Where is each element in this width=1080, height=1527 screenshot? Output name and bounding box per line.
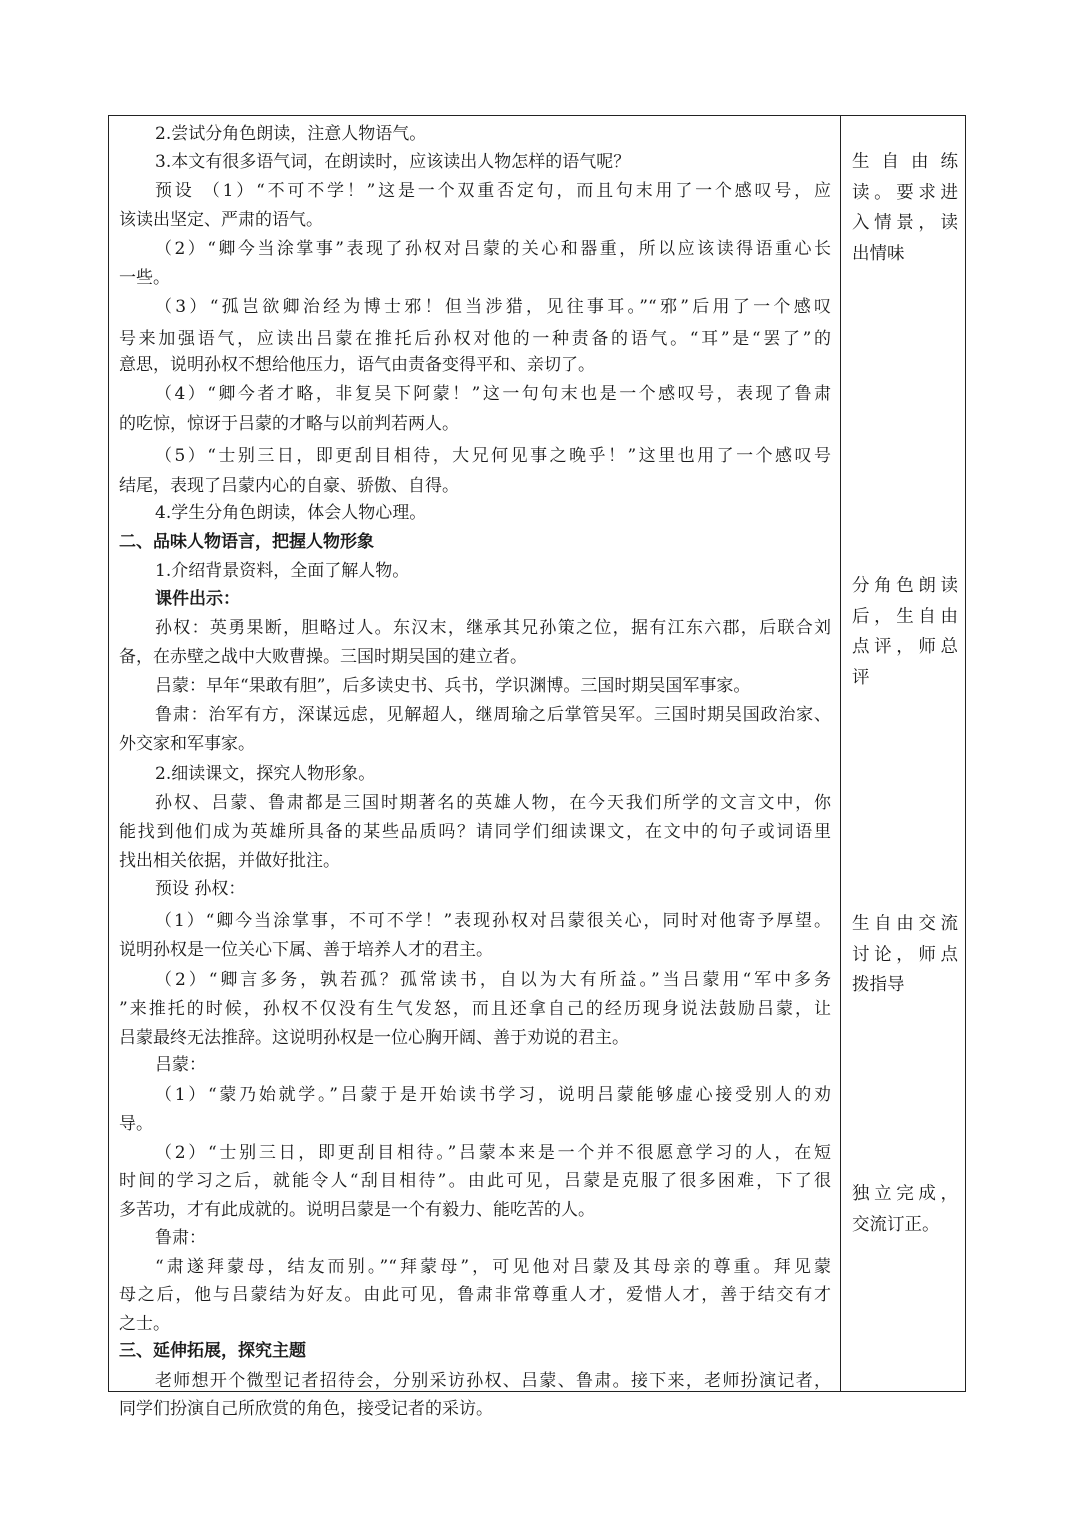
text-line: （2）“士别三日，即更刮目相待。”吕蒙本来是一个并不很愿意学习的人，在短 [155,1143,831,1163]
activity-note-line: 独立完成， [852,1184,958,1204]
activity-note-line: 交流订正。 [852,1214,940,1235]
section-heading: 二、品味人物语言，把握人物形象 [119,532,374,552]
text-line: 该读出坚定、严肃的语气。 [119,210,323,230]
text-line: “肃遂拜蒙母，结友而别。”“拜蒙母”，可见他对吕蒙及其母亲的尊重。拜见蒙 [155,1257,831,1277]
activity-note-line: 入情景，读 [852,213,958,233]
text-line: ”来推托的时候，孙权不仅没有生气发怒，而且还拿自己的经历现身说法鼓励吕蒙，让 [119,999,831,1019]
text-line: 吕蒙最终无法推辞。这说明孙权是一位心胸开阔、善于劝说的君主。 [119,1028,629,1048]
text-line: 时间的学习之后，就能令人“刮目相待”。由此可见，吕蒙是克服了很多困难，下了很 [119,1171,831,1191]
text-line: 母之后，他与吕蒙结为好友。由此可见，鲁肃非常尊重人才，爱惜人才，善于结交有才 [119,1285,831,1305]
text-line: 吕蒙： [155,1055,206,1075]
text-line: 孙权：英勇果断，胆略过人。东汉末，继承其兄孙策之位，据有江东六郡，后联合刘 [155,618,831,638]
activity-note-line: 生自由交流 [852,914,958,934]
text-line: 鲁肃： [155,1228,206,1248]
text-line: 导。 [119,1114,153,1134]
text-line: 意思，说明孙权不想给他压力，语气由责备变得平和、亲切了。 [119,355,595,375]
text-line: 找出相关依据，并做好批注。 [119,851,340,871]
text-line: 4.学生分角色朗读，体会人物心理。 [155,503,427,523]
text-line: 多苦功，才有此成就的。说明吕蒙是一个有毅力、能吃苦的人。 [119,1200,595,1220]
text-line: 吕蒙：早年“果敢有胆”，后多读史书、兵书，学识渊博。三国时期吴国军事家。 [155,676,751,696]
text-line: 孙权、吕蒙、鲁肃都是三国时期著名的英雄人物，在今天我们所学的文言文中，你 [155,793,831,813]
text-line: 备，在赤壁之战中大败曹操。三国时期吴国的建立者。 [119,647,527,667]
activity-note-line: 出情味 [852,243,905,264]
text-line: 一些。 [119,268,170,288]
section-heading: 课件出示： [155,589,240,609]
activity-note-line: 生自由练 [852,152,958,172]
text-line: （2）“卿今当涂掌事”表现了孙权对吕蒙的关心和器重，所以应该读得语重心长 [155,239,831,259]
lesson-plan-table [108,115,966,1419]
text-line: 预设 孙权： [155,879,246,899]
text-line: 老师想开个微型记者招待会，分别采访孙权、吕蒙、鲁肃。接下来，老师扮演记者， [155,1371,831,1391]
column-divider [840,116,841,1391]
text-line: （1）“蒙乃始就学。”吕蒙于是开始读书学习，说明吕蒙能够虚心接受别人的劝 [155,1085,831,1105]
text-line: 能找到他们成为英雄所具备的某些品质吗？请同学们细读课文，在文中的句子或词语里 [119,822,831,842]
activity-note-line: 分角色朗读 [852,576,958,596]
text-line: 外交家和军事家。 [119,734,255,754]
text-line: 1.介绍背景资料，全面了解人物。 [155,561,410,581]
text-line: （5）“士别三日，即更刮目相待，大兄何见事之晚乎！”这里也用了一个感叹号 [155,446,831,466]
activity-note-line: 拨指导 [852,975,905,995]
text-line: （2）“卿言多务，孰若孤？孤常读书，自以为大有所益。”当吕蒙用“军中多务 [155,970,831,990]
text-line: 之士。 [119,1314,170,1334]
activity-note-line: 读。要求进 [852,182,958,203]
text-line: 鲁肃：治军有方，深谋远虑，见解超人，继周瑜之后掌管吴军。三国时期吴国政治家、 [155,705,831,725]
text-line: 结尾，表现了吕蒙内心的自豪、骄傲、自得。 [119,476,459,496]
text-line: （1）“卿今当涂掌事，不可不学！”表现孙权对吕蒙很关心，同时对他寄予厚望。 [155,911,831,931]
text-line: 同学们扮演自己所欣赏的角色，接受记者的采访。 [119,1399,493,1419]
text-line: 的吃惊，惊讶于吕蒙的才略与以前判若两人。 [119,414,459,434]
text-line: 3.本文有很多语气词，在朗读时，应该读出人物怎样的语气呢？ [155,152,631,172]
text-line: 2.细读课文，探究人物形象。 [155,764,376,784]
activity-note-line: 点评，师总 [852,637,958,657]
text-line: 说明孙权是一位关心下属、善于培养人才的君主。 [119,940,493,960]
activity-note-line: 讨论，师点 [852,944,958,965]
text-line: （4）“卿今者才略，非复吴下阿蒙！”这一句句末也是一个感叹号，表现了鲁肃 [155,384,831,404]
text-line: （3）“孤岂欲卿治经为博士邪！但当涉猎，见往事耳。”“邪”后用了一个感叹 [155,297,831,317]
text-line: 预设 （1）“不可不学！”这是一个双重否定句，而且句末用了一个感叹号，应 [155,181,831,201]
text-line: 号来加强语气，应读出吕蒙在推托后孙权对他的一种责备的语气。“耳”是“罢了”的 [119,329,831,349]
text-line: 2.尝试分角色朗读，注意人物语气。 [155,124,427,144]
activity-note-line: 后，生自由 [852,606,958,627]
activity-note-line: 评 [852,667,870,688]
section-heading: 三、延伸拓展，探究主题 [119,1341,306,1361]
